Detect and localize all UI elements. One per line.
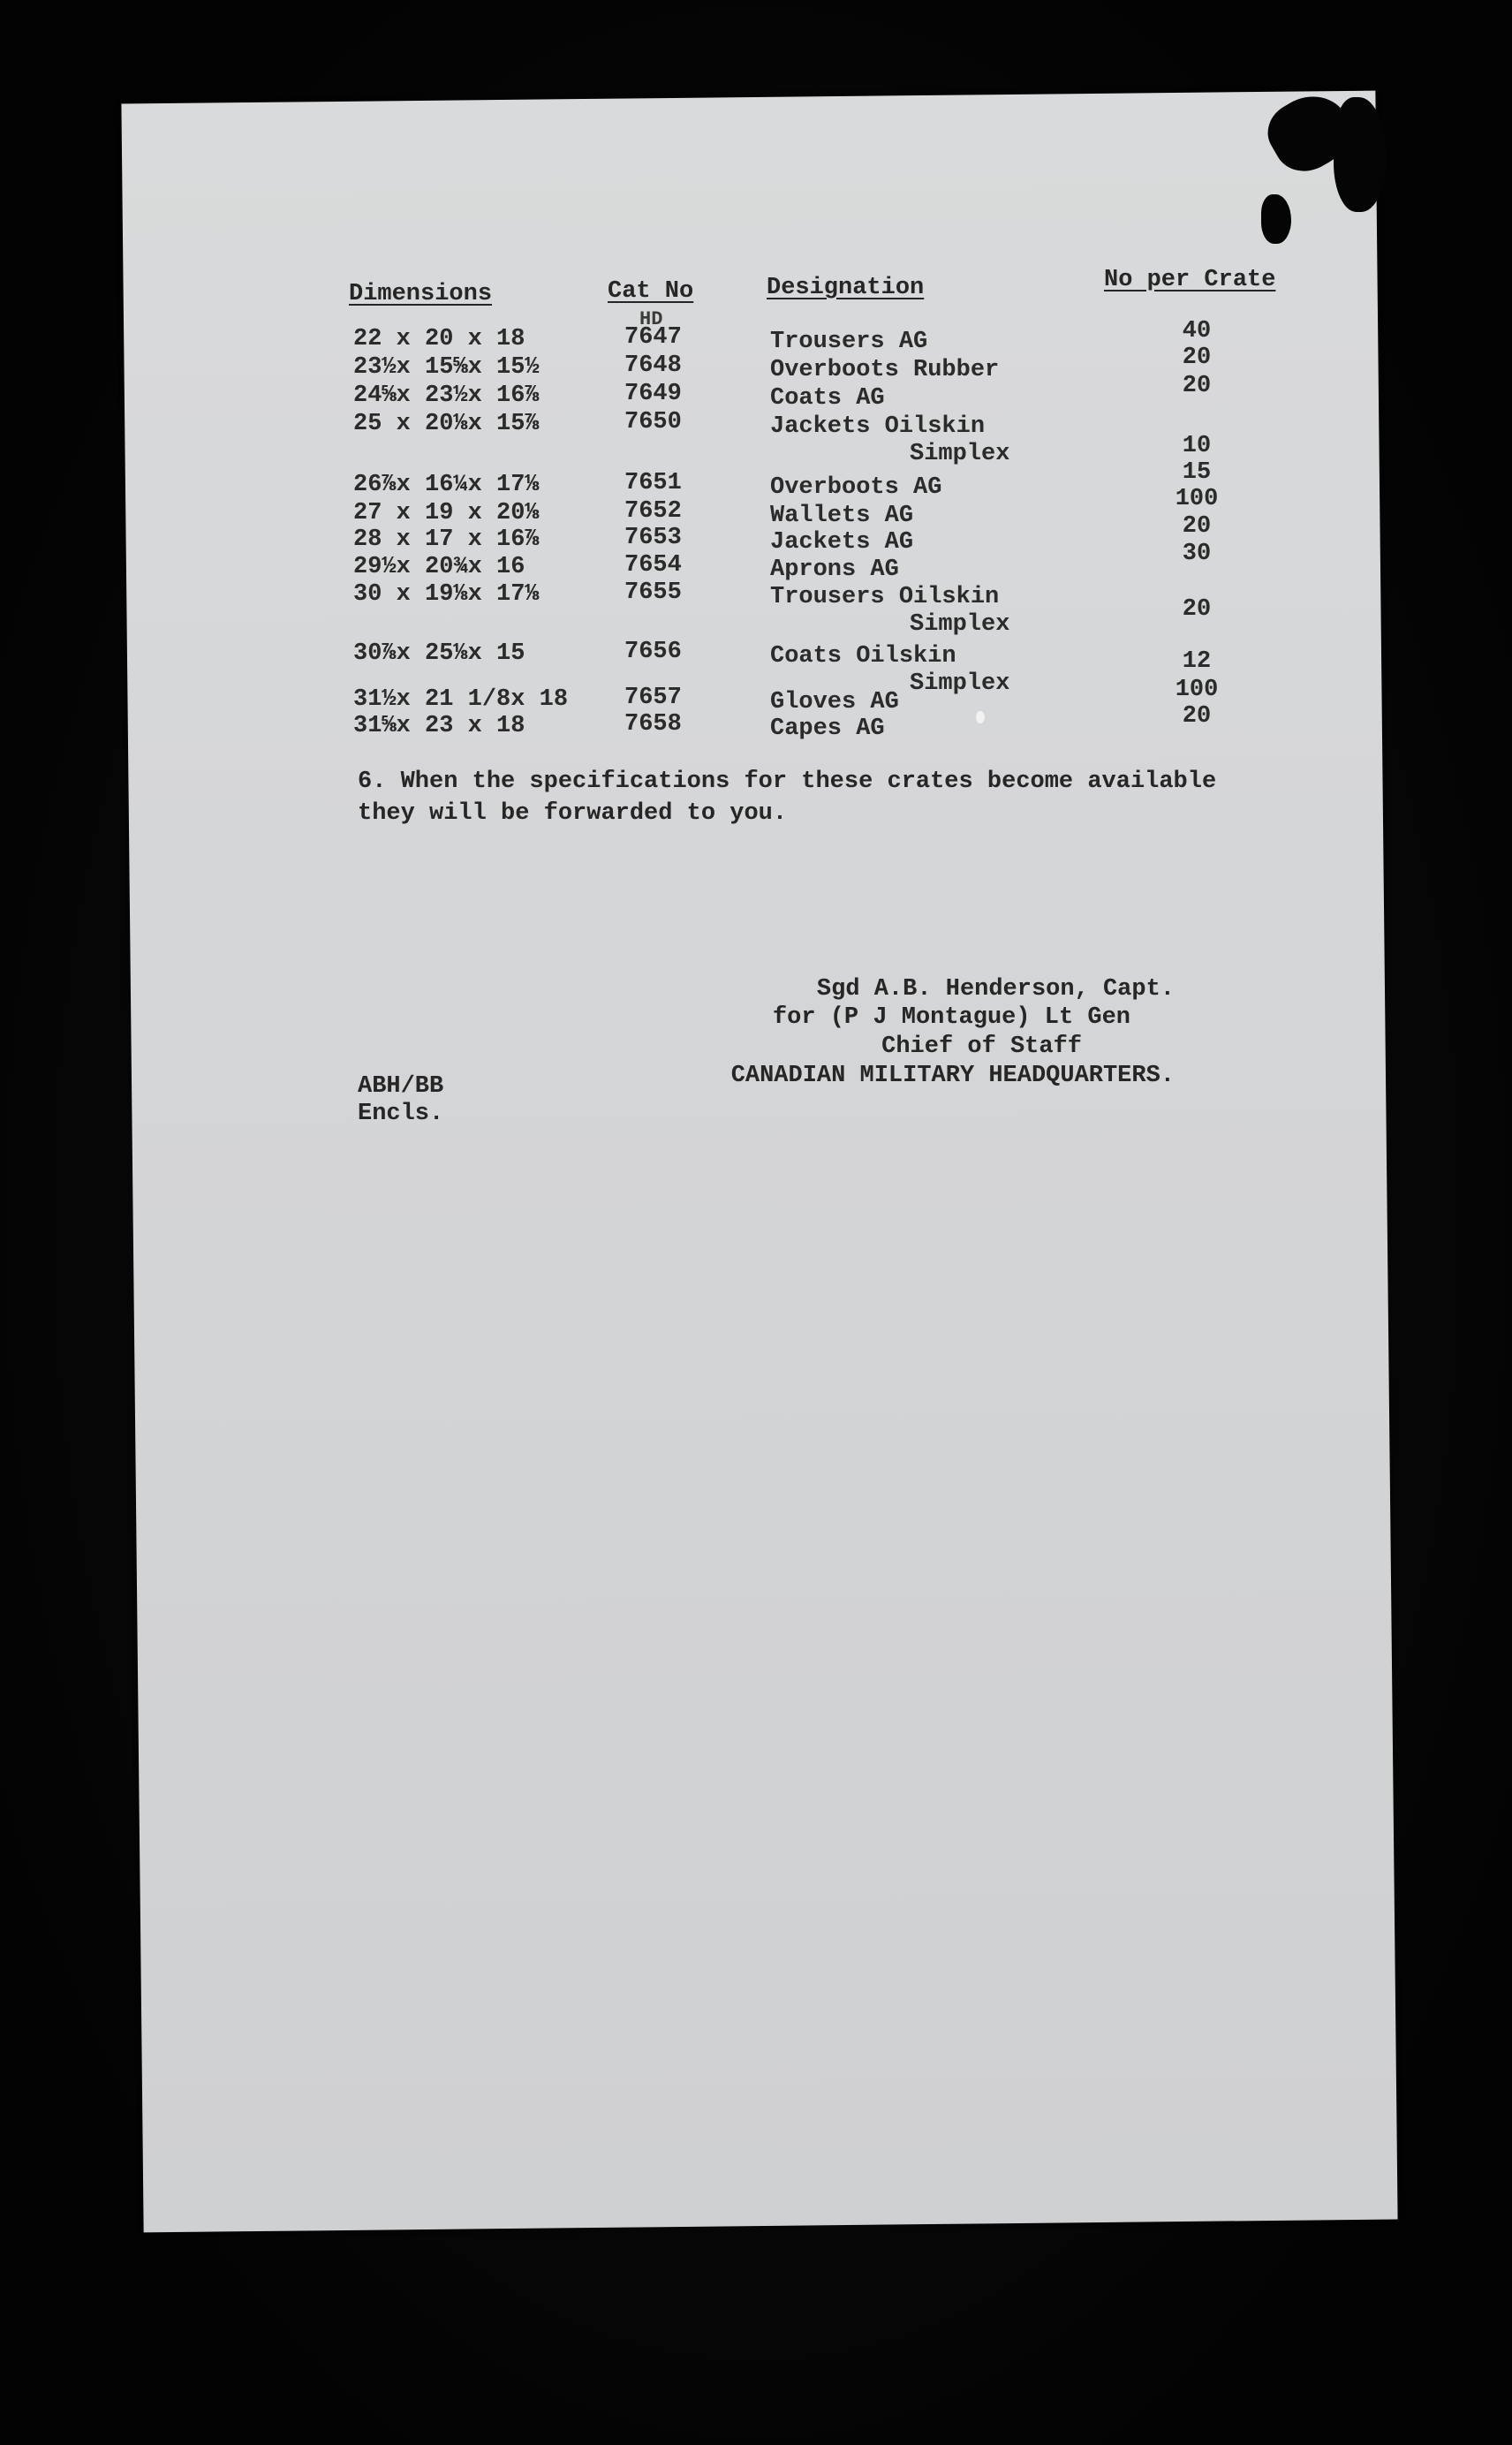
signature-title: Chief of Staff — [881, 1033, 1082, 1060]
cell-designation: Aprons AG — [770, 556, 899, 583]
paper-mark — [976, 711, 985, 723]
cell-cat-no: 7649 — [624, 381, 682, 407]
cell-dimensions: 31½x 21 1/8x 18 — [353, 686, 569, 713]
cell-designation-cont: Simplex — [910, 611, 1010, 638]
cell-dimensions: 25 x 20⅛x 15⅞ — [353, 411, 540, 437]
signature-name: Sgd A.B. Henderson, Capt. — [816, 976, 1175, 1003]
cell-designation-cont: Simplex — [910, 441, 1010, 467]
cell-no-per-crate: 15 — [1182, 459, 1212, 486]
cell-designation: Trousers AG — [770, 329, 928, 355]
header-cat-no: Cat No — [608, 278, 694, 305]
cell-dimensions: 26⅞x 16¼x 17⅛ — [353, 472, 540, 498]
cell-designation: Trousers Oilskin — [770, 584, 1000, 610]
signature-org: CANADIAN MILITARY HEADQUARTERS. — [730, 1063, 1175, 1089]
cell-no-per-crate: 20 — [1182, 344, 1212, 371]
cell-designation: Jackets AG — [770, 529, 914, 556]
paragraph-6: 6. When the specifications for these crates become available they will be forwarded to you. — [358, 768, 1217, 827]
cell-cat-no: 7656 — [624, 639, 682, 665]
cell-no-per-crate: 100 — [1175, 677, 1219, 703]
cell-no-per-crate: 10 — [1182, 433, 1212, 459]
cell-dimensions: 30 x 19⅛x 17⅛ — [353, 581, 540, 608]
header-no-per-crate: No per Crate — [1104, 267, 1276, 293]
cell-dimensions: 29½x 20¾x 16 — [353, 554, 525, 580]
cell-cat-no: 7647 — [624, 324, 682, 351]
cell-designation: Jackets Oilskin — [770, 413, 986, 440]
cell-dimensions: 28 x 17 x 16⅞ — [353, 526, 540, 553]
cell-cat-no: 7648 — [624, 352, 682, 379]
cell-no-per-crate: 20 — [1182, 373, 1212, 399]
cell-dimensions: 23½x 15⅝x 15½ — [353, 354, 540, 381]
cell-no-per-crate: 30 — [1182, 541, 1212, 567]
cell-cat-no: 7650 — [624, 409, 682, 435]
cell-cat-no: 7658 — [624, 711, 682, 738]
cell-cat-no: 7653 — [624, 525, 682, 551]
cell-dimensions: 31⅝x 23 x 18 — [353, 713, 525, 739]
cell-no-per-crate: 20 — [1182, 596, 1212, 623]
header-designation: Designation — [767, 275, 925, 301]
cell-designation: Overboots AG — [770, 474, 942, 501]
cell-cat-no: 7651 — [624, 470, 682, 496]
cell-cat-no: 7655 — [624, 579, 682, 606]
ink-blot — [1261, 194, 1291, 244]
enclosures-note: Encls. — [358, 1101, 444, 1127]
cell-no-per-crate: 40 — [1182, 318, 1212, 344]
cell-cat-no: 7654 — [624, 552, 682, 579]
cell-designation: Coats Oilskin — [770, 643, 956, 670]
cell-dimensions: 22 x 20 x 18 — [353, 326, 525, 352]
header-dimensions: Dimensions — [349, 281, 493, 307]
cell-cat-no: 7657 — [624, 685, 682, 711]
cell-designation: Wallets AG — [770, 503, 914, 529]
cell-cat-no: 7652 — [624, 498, 682, 525]
reference-initials: ABH/BB — [358, 1073, 444, 1100]
cell-designation: Capes AG — [770, 715, 885, 742]
header-cat-no-sub: HD — [639, 308, 663, 330]
cell-no-per-crate: 20 — [1182, 513, 1212, 540]
cell-no-per-crate: 20 — [1182, 703, 1212, 730]
cell-designation: Overboots Rubber — [770, 357, 1000, 383]
cell-no-per-crate: 100 — [1175, 486, 1219, 512]
cell-designation-cont: Simplex — [910, 670, 1010, 697]
cell-dimensions: 24⅝x 23½x 16⅞ — [353, 382, 540, 409]
document-sheet — [121, 91, 1397, 2233]
ink-blot — [1334, 97, 1387, 212]
cell-designation: Gloves AG — [770, 689, 899, 715]
cell-no-per-crate: 12 — [1182, 648, 1212, 675]
cell-dimensions: 30⅞x 25⅛x 15 — [353, 640, 525, 667]
signature-for: for (P J Montague) Lt Gen — [772, 1004, 1130, 1031]
cell-dimensions: 27 x 19 x 20⅛ — [353, 500, 540, 526]
cell-designation: Coats AG — [770, 385, 885, 412]
